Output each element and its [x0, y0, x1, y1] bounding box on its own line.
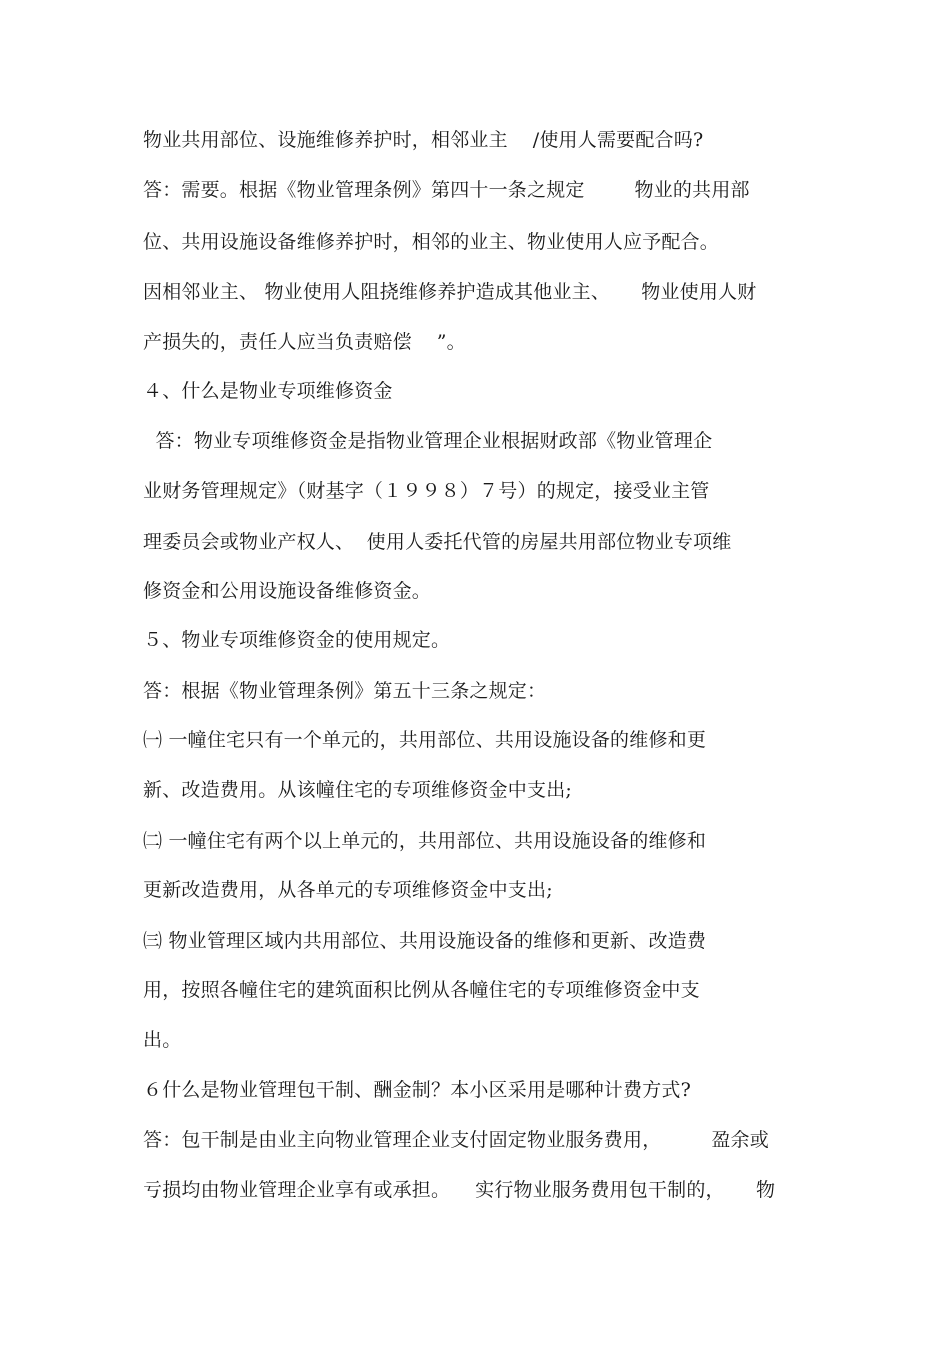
- section-heading: ４、什么是物业专项维修资金: [143, 380, 393, 402]
- text-line: 亏损均由物业管理企业享有或承担。 实行物业服务费用包干制的， 物: [143, 1179, 776, 1201]
- list-item: ㈢ 物业管理区域内共用部位、共用设施设备的维修和更新、改造费: [143, 930, 707, 952]
- text-line: 更新改造费用，从各单元的专项维修资金中支出;: [143, 879, 553, 901]
- text-line: 业财务管理规定》（财基字（１９９８）７号）的规定，接受业主管: [143, 480, 710, 502]
- section-heading: ５、物业专项维修资金的使用规定。: [143, 629, 451, 651]
- text-line: 答：需要。根据《物业管理条例》第四十一条之规定 物业的共用部: [143, 179, 750, 201]
- text-line: 理委员会或物业产权人、 使用人委托代管的房屋共用部位物业专项维: [143, 531, 732, 553]
- text-line: 答：包干制是由业主向物业管理企业支付固定物业服务费用， 盈余或: [143, 1129, 769, 1151]
- text-line: 产损失的，责任人应当负责赔偿 ”。: [143, 331, 466, 353]
- list-item: ㈠ 一幢住宅只有一个单元的，共用部位、共用设施设备的维修和更: [143, 729, 707, 751]
- text-line: 物业共用部位、设施维修养护时，相邻业主 /使用人需要配合吗?: [143, 129, 704, 151]
- text-line: 出。: [143, 1029, 182, 1051]
- section-heading: ６什么是物业管理包干制、酬金制？本小区采用是哪种计费方式?: [143, 1079, 691, 1101]
- text-line: 修资金和公用设施设备维修资金。: [143, 580, 432, 602]
- text-line: 答：物业专项维修资金是指物业管理企业根据财政部《物业管理企: [143, 430, 713, 452]
- list-item: ㈡ 一幢住宅有两个以上单元的，共用部位、共用设施设备的维修和: [143, 830, 707, 852]
- text-line: 因相邻业主、 物业使用人阻挠维修养护造成其他业主、 物业使用人财: [143, 281, 757, 303]
- text-line: 位、共用设施设备维修养护时，相邻的业主、物业使用人应予配合。: [143, 231, 720, 253]
- text-line: 答：根据《物业管理条例》第五十三条之规定：: [143, 680, 547, 702]
- text-line: 新、改造费用。从该幢住宅的专项维修资金中支出;: [143, 779, 573, 801]
- text-line: 用，按照各幢住宅的建筑面积比例从各幢住宅的专项维修资金中支: [143, 979, 700, 1001]
